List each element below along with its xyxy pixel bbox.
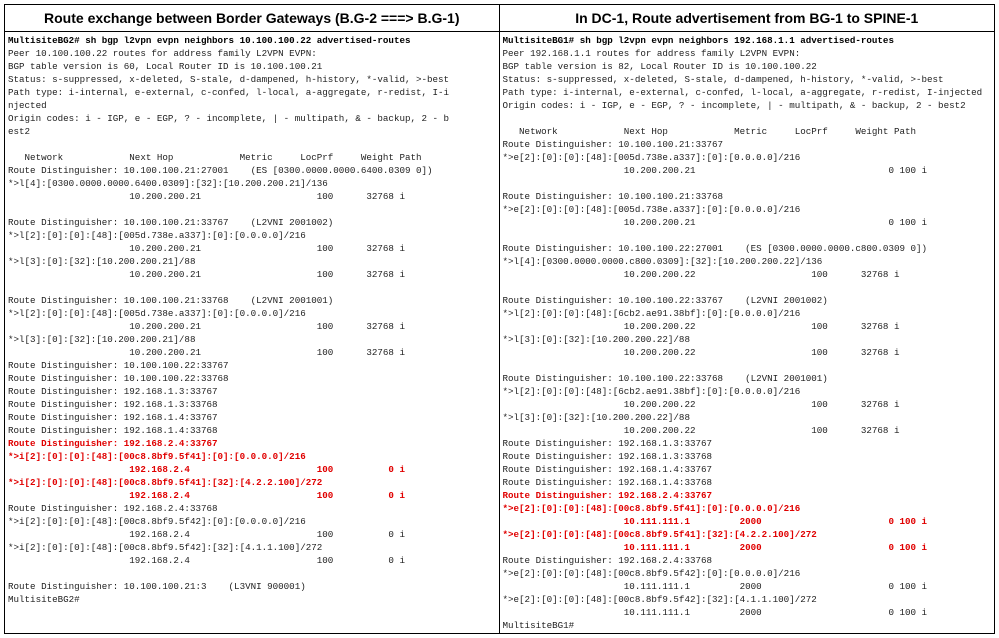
output-line: Peer 10.100.100.22 routes for address family L2VPN EVPN: <box>8 48 317 59</box>
output-line: Route Distinguisher: 10.100.100.21:3 (L3VNI 900001) <box>8 581 306 592</box>
left-panel <box>5 5 500 633</box>
output-line: Route Distinguisher: 192.168.1.4:33767 <box>502 464 713 475</box>
output-line: MultisiteBG1# <box>502 620 575 631</box>
output-line: Route Distinguisher: 10.100.100.21:33767 <box>502 139 724 150</box>
output-line: *>l[3]:[0]:[32]:[10.200.200.22]/88 <box>502 334 690 345</box>
output-line: 10.200.200.21 100 32768 i <box>8 347 405 358</box>
output-line: *>l[2]:[0]:[0]:[48]:[6cb2.ae91.38bf]:[0]:[0.0.0.0]/216 <box>502 308 801 319</box>
command-line: MultisiteBG2# sh bgp l2vpn evpn neighbors 10.100.100.22 advertised-routes <box>8 35 411 46</box>
output-line: 10.200.200.21 0 100 i <box>502 217 928 228</box>
output-line: *>i[2]:[0]:[0]:[48]:[00c8.8bf9.5f42]:[32]:[4.1.1.100]/272 <box>8 542 323 553</box>
command-line: MultisiteBG1# sh bgp l2vpn evpn neighbors 192.168.1.1 advertised-routes <box>502 35 894 46</box>
right-panel <box>500 5 995 633</box>
output-line: est2 <box>8 126 31 137</box>
highlighted-output-line: *>e[2]:[0]:[0]:[48]:[00c8.8bf9.5f41]:[0]:[0.0.0.0]/216 <box>502 503 801 514</box>
output-line <box>503 112 992 125</box>
output-line: 10.200.200.21 100 32768 i <box>8 269 405 280</box>
output-line: 10.200.200.21 100 32768 i <box>8 191 405 202</box>
output-line <box>503 177 992 190</box>
output-line: *>l[4]:[0300.0000.0000.c800.0309]:[32]:[10.200.200.22]/136 <box>502 256 823 267</box>
output-line: MultisiteBG2# <box>8 594 80 605</box>
output-line: Status: s-suppressed, x-deleted, S-stale, d-dampened, h-history, *-valid, >-best <box>502 74 944 85</box>
output-line: *>l[2]:[0]:[0]:[48]:[005d.738e.a337]:[0]:[0.0.0.0]/216 <box>8 308 306 319</box>
left-terminal-output <box>5 32 499 633</box>
output-line: 10.200.200.21 100 32768 i <box>8 243 405 254</box>
output-line: *>e[2]:[0]:[0]:[48]:[005d.738e.a337]:[0]:[0.0.0.0]/216 <box>502 152 801 163</box>
output-line: Route Distinguisher: 192.168.2.4:33768 <box>502 555 713 566</box>
output-line: Peer 192.168.1.1 routes for address family L2VPN EVPN: <box>502 48 801 59</box>
output-line: 10.200.200.22 100 32768 i <box>502 269 900 280</box>
comparison-frame <box>4 4 995 634</box>
highlighted-output-line: *>i[2]:[0]:[0]:[48]:[00c8.8bf9.5f41]:[32]:[4.2.2.100]/272 <box>8 477 323 488</box>
output-line: *>l[3]:[0]:[32]:[10.200.200.22]/88 <box>502 412 690 423</box>
output-line: *>l[3]:[0]:[32]:[10.200.200.21]/88 <box>8 256 196 267</box>
output-line: *>i[2]:[0]:[0]:[48]:[00c8.8bf9.5f42]:[0]:[0.0.0.0]/216 <box>8 516 306 527</box>
left-panel-title: Route exchange between Border Gateways (B.G-2 ===> B.G-1) <box>5 5 499 32</box>
output-line: Route Distinguisher: 192.168.1.4:33768 <box>502 477 713 488</box>
output-line <box>8 567 496 580</box>
highlighted-output-line: 192.168.2.4 100 0 i <box>8 464 405 475</box>
output-line: Route Distinguisher: 10.100.100.22:33767 <box>8 360 229 371</box>
highlighted-output-line: *>i[2]:[0]:[0]:[48]:[00c8.8bf9.5f41]:[0]:[0.0.0.0]/216 <box>8 451 306 462</box>
output-line: Route Distinguisher: 192.168.2.4:33768 <box>8 503 218 514</box>
output-line: 192.168.2.4 100 0 i <box>8 529 405 540</box>
output-line: Origin codes: i - IGP, e - EGP, ? - incomplete, | - multipath, & - backup, 2 - b <box>8 113 450 124</box>
output-line: *>e[2]:[0]:[0]:[48]:[005d.738e.a337]:[0]:[0.0.0.0]/216 <box>502 204 801 215</box>
output-line: Path type: i-internal, e-external, c-confed, l-local, a-aggregate, r-redist, I-injected <box>502 87 983 98</box>
output-line: BGP table version is 60, Local Router ID is 10.100.100.21 <box>8 61 323 72</box>
output-line: Path type: i-internal, e-external, c-confed, l-local, a-aggregate, r-redist, I-i <box>8 87 450 98</box>
output-line <box>8 203 496 216</box>
right-terminal-output <box>500 32 995 633</box>
output-line: Route Distinguisher: 192.168.1.3:33767 <box>8 386 218 397</box>
output-line: *>l[4]:[0300.0000.0000.6400.0309]:[32]:[10.200.200.21]/136 <box>8 178 328 189</box>
output-line: Route Distinguisher: 10.100.100.22:27001 (ES [0300.0000.0000.c800.0309 0]) <box>502 243 928 254</box>
output-line <box>8 138 496 151</box>
output-line: Route Distinguisher: 192.168.1.3:33768 <box>502 451 713 462</box>
output-line: 10.200.200.22 100 32768 i <box>502 399 900 410</box>
output-line <box>503 281 992 294</box>
output-line: Route Distinguisher: 10.100.100.21:33768 <box>502 191 724 202</box>
output-line: *>e[2]:[0]:[0]:[48]:[00c8.8bf9.5f42]:[0]:[0.0.0.0]/216 <box>502 568 801 579</box>
output-line: Route Distinguisher: 192.168.1.4:33768 <box>8 425 218 436</box>
output-line: Route Distinguisher: 192.168.1.3:33768 <box>8 399 218 410</box>
output-line: njected <box>8 100 47 111</box>
output-line: Network Next Hop Metric LocPrf Weight Path <box>8 152 422 163</box>
output-line: *>l[2]:[0]:[0]:[48]:[005d.738e.a337]:[0]:[0.0.0.0]/216 <box>8 230 306 241</box>
output-line: Route Distinguisher: 10.100.100.22:33768 <box>8 373 229 384</box>
output-line: Origin codes: i - IGP, e - EGP, ? - incomplete, | - multipath, & - backup, 2 - best2 <box>502 100 966 111</box>
output-line: Route Distinguisher: 10.100.100.21:33768 (L2VNI 2001001) <box>8 295 334 306</box>
output-line: 10.111.111.1 2000 0 100 i <box>502 607 928 618</box>
output-line: *>l[2]:[0]:[0]:[48]:[6cb2.ae91.38bf]:[0]:[0.0.0.0]/216 <box>502 386 801 397</box>
output-line: Network Next Hop Metric LocPrf Weight Path <box>502 126 917 137</box>
output-line: *>l[3]:[0]:[32]:[10.200.200.21]/88 <box>8 334 196 345</box>
highlighted-output-line: 10.111.111.1 2000 0 100 i <box>502 542 928 553</box>
highlighted-output-line: Route Distinguisher: 192.168.2.4:33767 <box>502 490 713 501</box>
output-line: 10.111.111.1 2000 0 100 i <box>502 581 928 592</box>
output-line <box>8 281 496 294</box>
highlighted-output-line: Route Distinguisher: 192.168.2.4:33767 <box>8 438 218 449</box>
output-line: 10.200.200.21 100 32768 i <box>8 321 405 332</box>
output-line: 192.168.2.4 100 0 i <box>8 555 405 566</box>
output-line: 10.200.200.22 100 32768 i <box>502 347 900 358</box>
output-line: 10.200.200.22 100 32768 i <box>502 425 900 436</box>
output-line: Route Distinguisher: 192.168.1.4:33767 <box>8 412 218 423</box>
output-line: BGP table version is 82, Local Router ID is 10.100.100.22 <box>502 61 817 72</box>
output-line: Route Distinguisher: 192.168.1.3:33767 <box>502 438 713 449</box>
highlighted-output-line: 10.111.111.1 2000 0 100 i <box>502 516 928 527</box>
output-line: Route Distinguisher: 10.100.100.21:33767 (L2VNI 2001002) <box>8 217 334 228</box>
output-line: 10.200.200.21 0 100 i <box>502 165 928 176</box>
output-line <box>503 359 992 372</box>
output-line <box>503 229 992 242</box>
right-panel-title: In DC-1, Route advertisement from BG-1 to SPINE-1 <box>500 5 995 32</box>
highlighted-output-line: *>e[2]:[0]:[0]:[48]:[00c8.8bf9.5f41]:[32]:[4.2.2.100]/272 <box>502 529 817 540</box>
output-line: Route Distinguisher: 10.100.100.22:33768 (L2VNI 2001001) <box>502 373 828 384</box>
output-line: 10.200.200.22 100 32768 i <box>502 321 900 332</box>
output-line: Status: s-suppressed, x-deleted, S-stale, d-dampened, h-history, *-valid, >-best <box>8 74 450 85</box>
output-line: Route Distinguisher: 10.100.100.21:27001 (ES [0300.0000.0000.6400.0309 0]) <box>8 165 433 176</box>
output-line: *>e[2]:[0]:[0]:[48]:[00c8.8bf9.5f42]:[32]:[4.1.1.100]/272 <box>502 594 817 605</box>
highlighted-output-line: 192.168.2.4 100 0 i <box>8 490 405 501</box>
output-line: Route Distinguisher: 10.100.100.22:33767 (L2VNI 2001002) <box>502 295 828 306</box>
